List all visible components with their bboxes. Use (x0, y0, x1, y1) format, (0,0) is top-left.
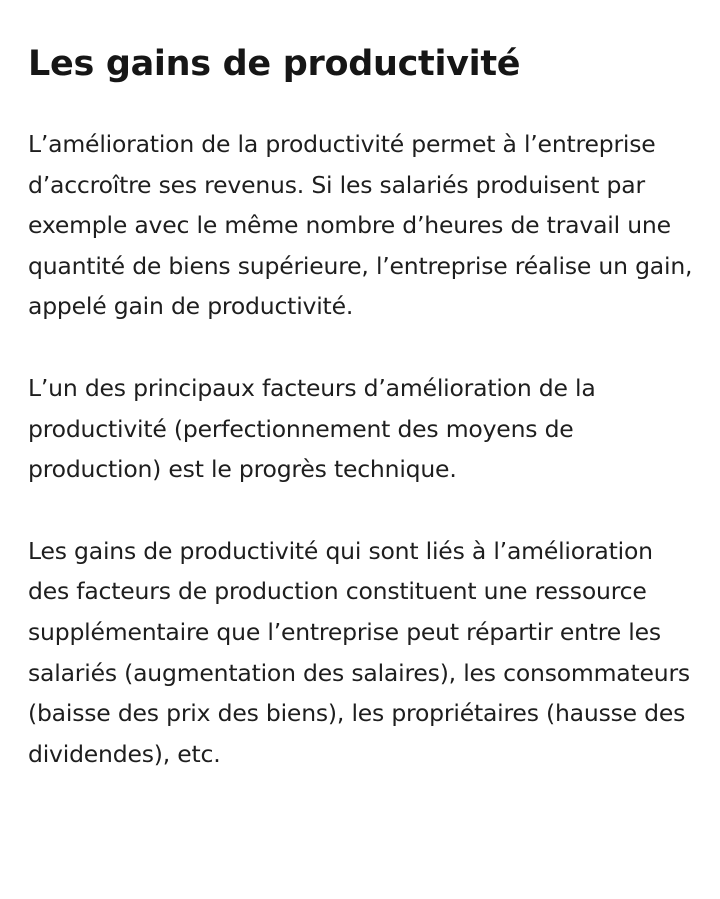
paragraph-distribution: Les gains de productivité qui sont liés à l’amélioration des facteurs de production constituent une ressource supplémentaire que l’entreprise peut répartir entre les salariés (augmentation des salaires), les consommateurs (baisse des prix des biens), les propriétaires (hausse des dividendes), etc. (28, 536, 690, 768)
paragraph-technical-progress: L’un des principaux facteurs d’amélioration de la productivité (perfectionnement des moyens de production) est le progrès technique. (28, 373, 596, 484)
page-title: Les gains de productivité (28, 44, 521, 84)
paragraph-productivity-gain: L’amélioration de la productivité permet à l’entreprise d’accroître ses revenus. Si les salariés produisent par exemple avec le même nombre d’heures de travail une quantité de biens supérieure, l’entreprise réalise un gain, appelé gain de productivité. (28, 130, 693, 321)
article (28, 40, 700, 815)
